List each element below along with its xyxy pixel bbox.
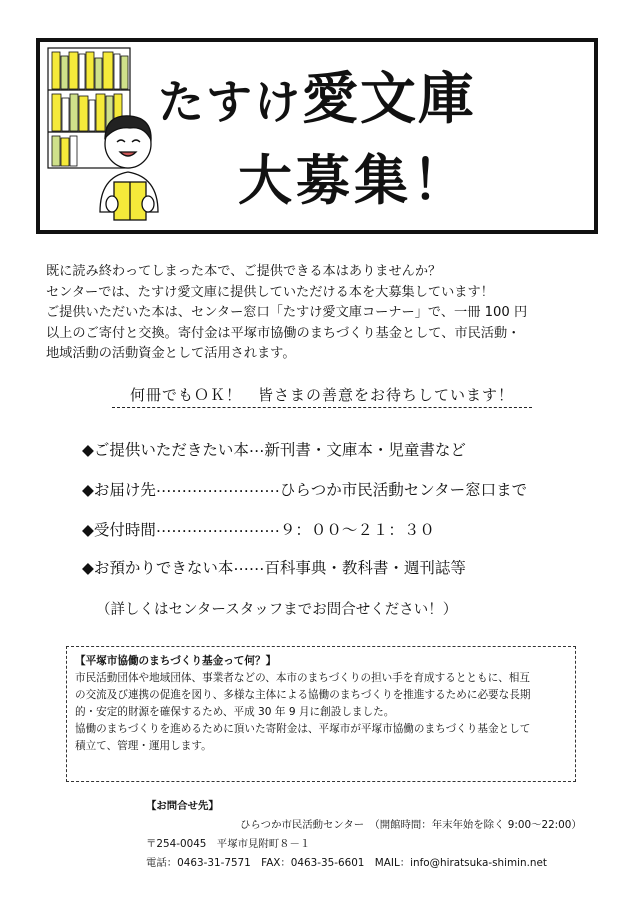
info-delivery <box>82 478 527 500</box>
info-label: ◆お預かりできない本 <box>82 559 234 577</box>
slogan: 何冊でもＯＫ！ 皆さまの善意をお待ちしています！ <box>112 384 532 408</box>
leader-dots: … <box>248 438 265 456</box>
inquiry-note: （詳しくはセンタースタッフまでお問合せください！） <box>96 602 458 618</box>
title-banner <box>36 38 598 234</box>
info-books-wanted <box>82 438 466 460</box>
fund-line: 市民活動団体や地域団体、事業者などの、本市のまちづくりの担い手を育成するとともに、相互 <box>75 672 530 684</box>
info-value: 新刊書・文庫本・児童書など <box>264 441 466 459</box>
title-line-1: たすけ愛文庫 <box>158 67 476 132</box>
leader-dots: …… <box>233 556 265 574</box>
info-label: ◆受付時間 <box>82 521 156 539</box>
contact-heading: 【お問合せ先】 <box>146 800 219 812</box>
intro-line: 以上のご寄付と交換。寄付金は平塚市協働のまちづくり基金として、市民活動・ <box>46 325 521 341</box>
info-value: 百科事典・教科書・週刊誌等 <box>264 559 466 577</box>
info-not-accepted <box>82 556 466 578</box>
fund-heading: 【平塚市協働のまちづくり基金って何？】 <box>75 655 277 667</box>
contact-info <box>146 797 582 873</box>
fund-explanation-box <box>66 646 576 782</box>
info-value: ９：００～２１：３０ <box>279 521 435 539</box>
boy-with-book-illustration <box>40 42 190 232</box>
leader-dots: …………………… <box>155 518 280 536</box>
fund-line: 積立て、管理・運用します。 <box>75 740 212 752</box>
intro-paragraph <box>46 262 606 365</box>
contact-center: ひらつか市民活動センター （開館時間：年末年始を除く 9:00～22:00） <box>240 819 582 831</box>
fund-line: 的・安定的財源を確保するため、平成 30 年 9 月に創設しました。 <box>75 706 395 718</box>
intro-line: センターでは、たすけ愛文庫に提供していただける本を大募集しています！ <box>46 284 494 300</box>
fund-line: の交流及び連携の促進を図り、多様な主体による協働のまちづくりを推進するために必要な長期 <box>75 689 531 701</box>
info-hours <box>82 518 435 540</box>
fund-line: 協働のまちづくりを進めるために頂いた寄附金は、平塚市が平塚市協働のまちづくり基金として <box>75 723 531 735</box>
contact-address: 〒254‐0045 平塚市見附町８－１ <box>146 838 311 850</box>
info-value: ひらつか市民活動センター窓口まで <box>279 481 528 499</box>
title-line-2: 大募集！ <box>238 149 470 212</box>
info-label: ◆お届け先 <box>82 481 156 499</box>
info-label: ◆ご提供いただきたい本 <box>82 441 249 459</box>
leader-dots: …………………… <box>155 478 280 496</box>
intro-line: ご提供いただいた本は、センター窓口「たすけ愛文庫コーナー」で、一冊 100 円 <box>46 305 528 320</box>
intro-line: 既に読み終わってしまった本で、ご提供できる本はありませんか？ <box>46 264 442 279</box>
intro-line: 地域活動の活動資金として活用されます。 <box>46 346 296 361</box>
contact-phone: 電話：0463-31-7571 FAX：0463-35-6601 MAIL：info@hiratsuka-shimin.net <box>146 857 547 869</box>
